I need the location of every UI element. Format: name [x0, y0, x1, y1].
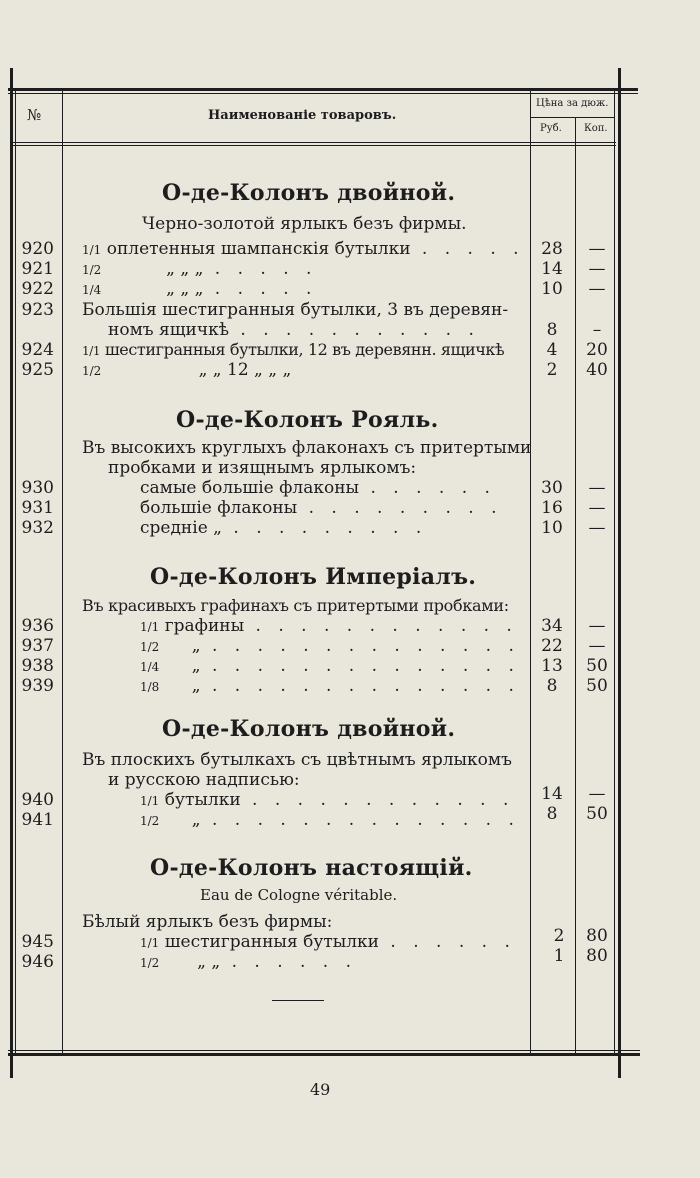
- item-text: „ „ „: [166, 279, 204, 299]
- item-number: 938: [21, 656, 54, 676]
- price-kop: —: [588, 279, 606, 299]
- fraction: 1/1: [140, 620, 160, 634]
- price-kop: —: [588, 239, 606, 259]
- leader-dots: . . . . . . . . . . . . . .: [200, 636, 520, 656]
- item-description: [82, 340, 504, 361]
- price-rub: 30: [541, 478, 563, 498]
- price-kop: —: [588, 478, 606, 498]
- fraction: 1/2: [82, 263, 102, 277]
- item-description: [82, 279, 317, 300]
- item-text: средніе „: [140, 518, 222, 538]
- item-description: [82, 239, 525, 260]
- fraction: 1/1: [140, 794, 160, 808]
- price-rub: 28: [541, 239, 563, 259]
- item-number: 931: [21, 498, 54, 518]
- item-text: самые большіе флаконы: [140, 478, 360, 498]
- section-title: О-де-Колонъ Рояль.: [176, 407, 439, 433]
- frame-right-rule-thin: [614, 88, 615, 1054]
- leader-dots: . . . . . . . . . . . . . .: [200, 676, 520, 696]
- price-rub: 16: [541, 498, 563, 518]
- leader-dots: . . . . . .: [379, 932, 516, 952]
- leader-dots: . . . . . . . . . . .: [228, 320, 480, 340]
- item-text: шестигранныя бутылки, 12 въ деревянн. ящичкѣ: [104, 340, 505, 359]
- price-kop: 20: [586, 340, 608, 360]
- price-kop: 50: [586, 676, 608, 696]
- item-number: 923: [21, 300, 54, 320]
- leader-dots: . . . . .: [203, 279, 318, 299]
- leader-dots: . . . . . .: [359, 478, 496, 498]
- price-kop: 80: [586, 926, 608, 946]
- item-description: [140, 952, 357, 973]
- item-number: 924: [21, 340, 54, 360]
- section-subtitle: Eau de Cologne véritable.: [200, 886, 398, 904]
- price-kop: —: [588, 616, 606, 636]
- header-bottom-rule: [13, 142, 616, 143]
- header-kop-label: Коп.: [584, 123, 608, 134]
- item-text: „ „ 12 „ „ „: [198, 360, 292, 380]
- price-kop: —: [588, 784, 606, 804]
- item-description-continued: [108, 320, 480, 340]
- item-number: 921: [21, 259, 54, 279]
- frame-left-rule-thin: [15, 88, 16, 1054]
- fraction: 1/4: [82, 283, 102, 297]
- price-rub: 14: [541, 784, 563, 804]
- header-bottom-rule-2: [13, 145, 616, 146]
- page-number: 49: [310, 1080, 331, 1099]
- frame-bottom-rule: [8, 1053, 640, 1056]
- frame-top-rule: [8, 88, 638, 91]
- item-number: 932: [21, 518, 54, 538]
- fraction: 1/1: [82, 243, 102, 257]
- header-price-label: Цѣна за дюж.: [536, 98, 609, 109]
- leader-dots: . . . . . . . . . . . . . .: [200, 810, 520, 830]
- section-title: О-де-Колонъ Имперіалъ.: [150, 564, 477, 590]
- item-description: [140, 932, 516, 953]
- item-description: [140, 478, 496, 498]
- item-text: оплетенныя шампанскія бутылки: [106, 239, 411, 259]
- fraction: 1/2: [82, 364, 102, 378]
- price-kop: —: [588, 498, 606, 518]
- item-number: 930: [21, 478, 54, 498]
- fraction: 1/2: [140, 956, 160, 970]
- col-rule-num: [62, 91, 63, 1053]
- item-text: „: [191, 656, 201, 676]
- item-number: 937: [21, 636, 54, 656]
- end-separator: [272, 1000, 324, 1001]
- leader-dots: . . . . . .: [220, 952, 358, 972]
- section-title: О-де-Колонъ двойной.: [162, 716, 456, 742]
- item-number: 946: [21, 952, 54, 972]
- price-header-rule: [531, 117, 615, 118]
- item-text: „: [191, 810, 201, 830]
- item-description: [82, 360, 291, 381]
- item-text: шестигранныя бутылки: [164, 932, 380, 952]
- item-description: [140, 518, 427, 538]
- fraction: 1/4: [140, 660, 160, 674]
- leader-dots: . . . . . . . . . . . .: [244, 616, 518, 636]
- fraction: 1/1: [140, 936, 160, 950]
- section-subtitle-continued: Бѣлый ярлыкъ безъ фирмы:: [82, 912, 333, 932]
- header-name-label: Наименованіе товаровъ.: [208, 108, 397, 123]
- price-rub: 13: [541, 656, 563, 676]
- leader-dots: . . . . .: [410, 239, 525, 259]
- price-kop: 40: [586, 360, 608, 380]
- item-text: „ „ „: [166, 259, 204, 279]
- price-rub: 8: [546, 804, 558, 824]
- fraction: 1/2: [140, 814, 160, 828]
- item-description: [140, 810, 520, 831]
- leader-dots: . . . . . . . . . . . . . .: [200, 656, 520, 676]
- item-description: [82, 259, 317, 280]
- item-number: 940: [21, 790, 54, 810]
- price-rub: 2: [553, 926, 565, 946]
- leader-dots: . . . . . . . . . . . .: [240, 790, 515, 810]
- item-number: 925: [21, 360, 54, 380]
- item-number: 920: [21, 239, 54, 259]
- header-rub-label: Руб.: [540, 123, 562, 134]
- item-number: 922: [21, 279, 54, 299]
- item-number: 945: [21, 932, 54, 952]
- fraction: 1/1: [82, 344, 101, 358]
- section-title: О-де-Колонъ двойной.: [162, 180, 456, 206]
- item-number: 941: [21, 810, 54, 830]
- price-kop: –: [592, 320, 602, 340]
- item-text: графины: [164, 616, 245, 636]
- section-subtitle-continued: пробками и изящнымъ ярлыкомъ:: [108, 458, 417, 478]
- item-number: 936: [21, 616, 54, 636]
- frame-top-rule-thin: [8, 93, 638, 94]
- item-number: 939: [21, 676, 54, 696]
- leader-dots: . . . . .: [203, 259, 318, 279]
- fraction: 1/8: [140, 680, 160, 694]
- item-description: [140, 790, 514, 811]
- item-text: „ „: [197, 952, 221, 972]
- item-text: большіе флаконы: [140, 498, 298, 518]
- price-rub: 22: [541, 636, 563, 656]
- frame-bottom-rule-thin: [8, 1050, 640, 1051]
- price-kop: 50: [586, 656, 608, 676]
- item-description: [140, 676, 520, 697]
- section-subtitle: Черно-золотой ярлыкъ безъ фирмы.: [142, 214, 467, 234]
- frame-left-rule: [10, 68, 13, 1078]
- price-kop: —: [588, 518, 606, 538]
- header-num-label: №: [27, 106, 42, 124]
- price-rub: 4: [546, 340, 558, 360]
- price-rub: 2: [546, 360, 558, 380]
- item-text: „: [191, 676, 201, 696]
- price-rub: 8: [546, 320, 558, 340]
- price-rub: 10: [541, 279, 563, 299]
- section-subtitle: Въ высокихъ круглыхъ флаконахъ съ притертыми: [82, 438, 532, 458]
- item-text: „: [191, 636, 201, 656]
- price-kop: 50: [586, 804, 608, 824]
- fraction: 1/2: [140, 640, 160, 654]
- section-subtitle-continued: и русскою надписью:: [108, 770, 300, 790]
- price-rub: 10: [541, 518, 563, 538]
- price-kop: —: [588, 259, 606, 279]
- frame-right-rule: [618, 68, 621, 1078]
- item-text: бутылки: [164, 790, 241, 810]
- section-subtitle: Въ красивыхъ графинахъ съ притертыми пробками:: [82, 596, 509, 615]
- col-rule-name: [530, 91, 531, 1053]
- item-description: Большія шестигранныя бутылки, 3 въ деревян-: [82, 300, 509, 320]
- price-rub: 8: [546, 676, 558, 696]
- leader-dots: . . . . . . . . .: [221, 518, 428, 538]
- item-description: [140, 498, 502, 518]
- leader-dots: . . . . . . . . .: [297, 498, 503, 518]
- section-subtitle: Въ плоскихъ бутылкахъ съ цвѣтнымъ ярлыкомъ: [82, 750, 512, 770]
- item-description: [140, 656, 520, 677]
- price-rub: 1: [553, 946, 565, 966]
- section-title: О-де-Колонъ настоящій.: [150, 855, 473, 881]
- price-kop: —: [588, 636, 606, 656]
- price-rub: 34: [541, 616, 563, 636]
- item-description: [140, 616, 518, 637]
- price-rub: 14: [541, 259, 563, 279]
- price-kop: 80: [586, 946, 608, 966]
- item-description: [140, 636, 520, 657]
- item-text: номъ ящичкѣ: [108, 320, 229, 340]
